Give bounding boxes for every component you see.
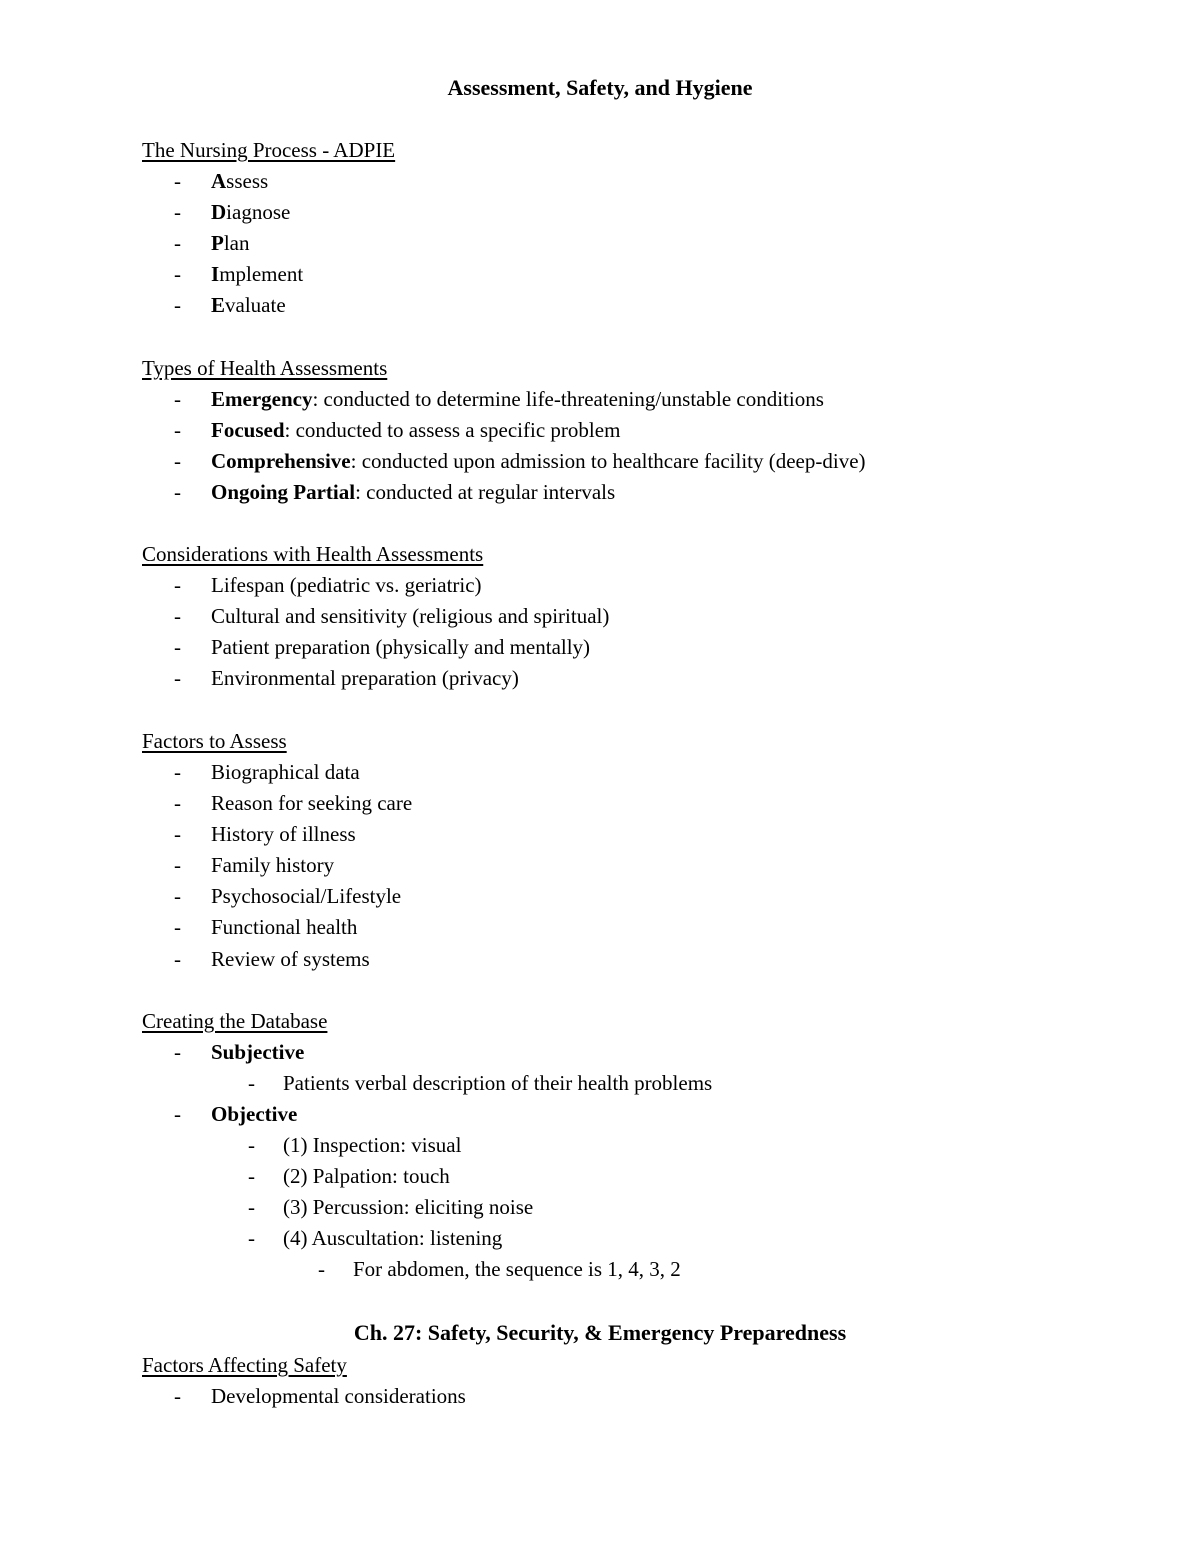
item-text: Patients verbal description of their health problems — [283, 1071, 713, 1095]
bullet-dash: - — [174, 480, 181, 504]
item-term: Emergency — [211, 387, 313, 411]
item-description: : conducted upon admission to healthcare facility (deep-dive) — [350, 449, 866, 473]
item-text: (4) Auscultation: listening — [283, 1226, 503, 1250]
bullet-dash: - — [174, 200, 181, 224]
section-heading-considerations: Considerations with Health Assessments — [142, 542, 484, 566]
bullet-dash: - — [174, 760, 181, 784]
item-text: For abdomen, the sequence is 1, 4, 3, 2 — [353, 1257, 681, 1281]
subjective-label: Subjective — [211, 1040, 305, 1064]
bullet-dash: - — [174, 791, 181, 815]
item-text: History of illness — [211, 822, 356, 846]
item-text: Lifespan (pediatric vs. geriatric) — [211, 573, 482, 597]
item-text: Reason for seeking care — [211, 791, 413, 815]
section-heading-factors: Factors to Assess — [142, 729, 287, 753]
bullet-dash: - — [174, 604, 181, 628]
item-text: Psychosocial/Lifestyle — [211, 884, 402, 908]
bullet-dash: - — [174, 293, 181, 317]
bullet-dash: - — [174, 169, 181, 193]
section-heading-types: Types of Health Assessments — [142, 356, 388, 380]
item-text: Family history — [211, 853, 335, 877]
bullet-dash: - — [174, 231, 181, 255]
bullet-dash: - — [174, 915, 181, 939]
bullet-dash: - — [248, 1226, 255, 1250]
item-text: ssess — [226, 169, 269, 193]
item-text: mplement — [219, 262, 304, 286]
item-text: iagnose — [226, 200, 291, 224]
item-description: : conducted to determine life-threatening/unstable conditions — [312, 387, 824, 411]
item-text: Developmental considerations — [211, 1384, 466, 1408]
bullet-dash: - — [174, 1384, 181, 1408]
section-heading-database: Creating the Database — [142, 1009, 328, 1033]
item-text: Cultural and sensitivity (religious and spiritual) — [211, 604, 610, 628]
item-text: Biographical data — [211, 760, 360, 784]
bullet-dash: - — [174, 666, 181, 690]
item-term: Focused — [211, 418, 285, 442]
item-description: : conducted at regular intervals — [355, 480, 616, 504]
item-term: Comprehensive — [211, 449, 351, 473]
bullet-dash: - — [248, 1071, 255, 1095]
item-text: (3) Percussion: eliciting noise — [283, 1195, 534, 1219]
chapter-title: Ch. 27: Safety, Security, & Emergency Preparedness — [353, 1320, 847, 1345]
section-heading-factors-safety: Factors Affecting Safety — [142, 1353, 347, 1377]
item-initial: I — [211, 262, 220, 286]
item-initial: P — [211, 231, 224, 255]
item-description: : conducted to assess a specific problem — [284, 418, 621, 442]
bullet-dash: - — [174, 635, 181, 659]
item-text: Review of systems — [211, 947, 370, 971]
bullet-dash: - — [174, 1102, 181, 1126]
item-initial: E — [211, 293, 226, 317]
bullet-dash: - — [318, 1257, 325, 1281]
section-heading-nursing-process: The Nursing Process - ADPIE — [142, 138, 396, 162]
item-initial: A — [211, 169, 227, 193]
item-text: Environmental preparation (privacy) — [211, 666, 519, 690]
item-text: (2) Palpation: touch — [283, 1164, 450, 1188]
bullet-dash: - — [174, 418, 181, 442]
bullet-dash: - — [174, 853, 181, 877]
item-text: valuate — [225, 293, 286, 317]
item-initial: D — [211, 200, 227, 224]
item-text: Functional health — [211, 915, 358, 939]
bullet-dash: - — [248, 1195, 255, 1219]
bullet-dash: - — [174, 449, 181, 473]
bullet-dash: - — [174, 1040, 181, 1064]
item-text: Patient preparation (physically and mentally) — [211, 635, 591, 659]
item-text: (1) Inspection: visual — [283, 1133, 462, 1157]
bullet-dash: - — [174, 822, 181, 846]
bullet-dash: - — [174, 884, 181, 908]
bullet-dash: - — [248, 1164, 255, 1188]
bullet-dash: - — [174, 262, 181, 286]
bullet-dash: - — [174, 573, 181, 597]
objective-label: Objective — [211, 1102, 298, 1126]
document-title: Assessment, Safety, and Hygiene — [447, 75, 753, 100]
bullet-dash: - — [248, 1133, 255, 1157]
bullet-dash: - — [174, 387, 181, 411]
bullet-dash: - — [174, 947, 181, 971]
item-text: lan — [223, 231, 250, 255]
item-term: Ongoing Partial — [211, 480, 356, 504]
